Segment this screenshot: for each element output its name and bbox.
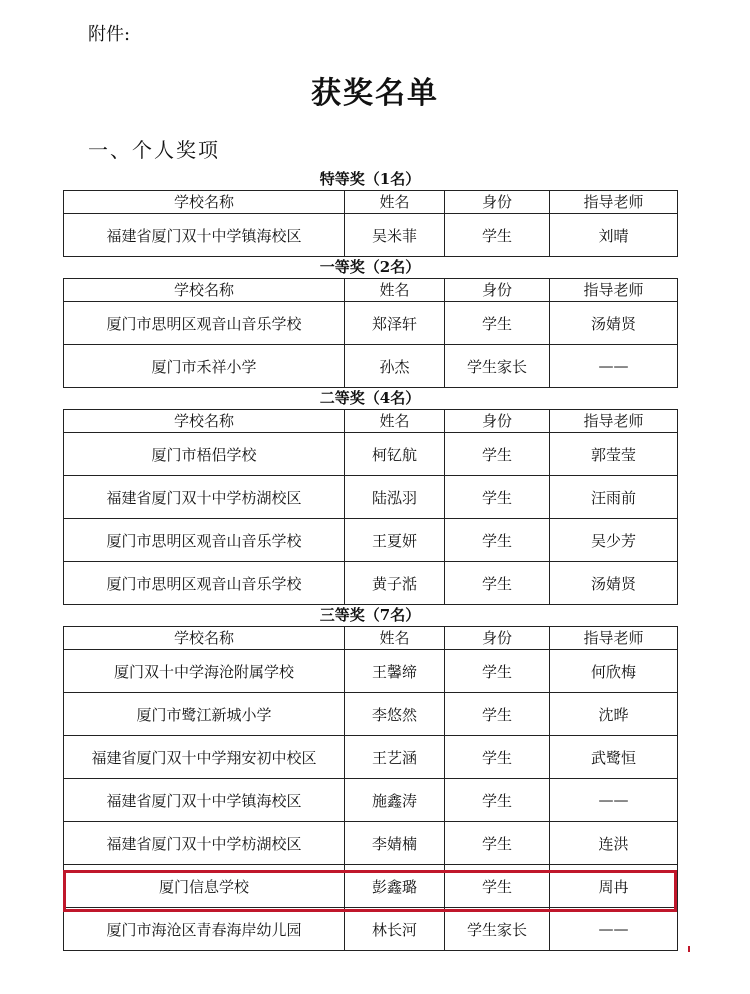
school-name-cell: 福建省厦门双十中学枋湖校区 [64,822,345,865]
school-name-cell: 厦门市鹭江新城小学 [64,693,345,736]
table-row [64,822,678,865]
column-header: 身份 [445,627,550,650]
corner-mark [688,946,690,952]
advisor-cell: —— [550,908,678,951]
identity-cell: 学生 [445,433,550,476]
table-row [64,779,678,822]
column-header: 学校名称 [64,191,345,214]
student-name-cell: 孙杰 [345,345,445,388]
student-name-cell: 郑泽轩 [345,302,445,345]
table-row [64,650,678,693]
school-name-cell: 厦门市思明区观音山音乐学校 [64,562,345,605]
identity-cell: 学生家长 [445,345,550,388]
student-name-cell: 陆泓羽 [345,476,445,519]
school-name-cell: 福建省厦门双十中学枋湖校区 [64,476,345,519]
student-name-cell: 王夏妍 [345,519,445,562]
student-name-cell: 黄子湉 [345,562,445,605]
school-name-cell: 厦门信息学校 [64,865,345,908]
advisor-cell: 何欣梅 [550,650,678,693]
table-row [64,865,678,908]
school-name-cell: 厦门市海沧区青春海岸幼儿园 [64,908,345,951]
award-table [63,278,678,388]
identity-cell: 学生 [445,736,550,779]
table-row [64,908,678,951]
student-name-cell: 吴米菲 [345,214,445,257]
identity-cell: 学生 [445,519,550,562]
advisor-cell: 武鹭恒 [550,736,678,779]
column-header: 学校名称 [64,627,345,650]
identity-cell: 学生 [445,650,550,693]
identity-cell: 学生 [445,693,550,736]
advisor-cell: 汤婧贤 [550,562,678,605]
identity-cell: 学生家长 [445,908,550,951]
page-title: 获奖名单 [311,76,439,111]
table-header-row [64,410,678,433]
identity-cell: 学生 [445,865,550,908]
school-name-cell: 厦门市思明区观音山音乐学校 [64,519,345,562]
column-header: 姓名 [345,279,445,302]
table-row [64,345,678,388]
student-name-cell: 施鑫涛 [345,779,445,822]
advisor-cell: —— [550,345,678,388]
award-caption: 特等奖（1名） [319,170,421,188]
advisor-cell: 汤婧贤 [550,302,678,345]
student-name-cell: 李悠然 [345,693,445,736]
table-row [64,302,678,345]
table-row [64,519,678,562]
award-caption: 二等奖（4名） [319,389,421,407]
advisor-cell: —— [550,779,678,822]
column-header: 姓名 [345,627,445,650]
advisor-cell: 吴少芳 [550,519,678,562]
identity-cell: 学生 [445,214,550,257]
advisor-cell: 郭莹莹 [550,433,678,476]
student-name-cell: 李婧楠 [345,822,445,865]
student-name-cell: 王馨缔 [345,650,445,693]
student-name-cell: 彭鑫璐 [345,865,445,908]
table-row [64,433,678,476]
column-header: 指导老师 [550,410,678,433]
advisor-cell: 刘晴 [550,214,678,257]
column-header: 指导老师 [550,279,678,302]
column-header: 身份 [445,279,550,302]
attachment-label: 附件: [88,24,131,45]
school-name-cell: 福建省厦门双十中学镇海校区 [64,214,345,257]
table-header-row [64,627,678,650]
column-header: 姓名 [345,191,445,214]
school-name-cell: 厦门双十中学海沧附属学校 [64,650,345,693]
column-header: 学校名称 [64,410,345,433]
table-row [64,214,678,257]
identity-cell: 学生 [445,779,550,822]
section-heading: 一、个人奖项 [88,138,220,162]
table-row [64,476,678,519]
column-header: 指导老师 [550,627,678,650]
table-header-row [64,191,678,214]
school-name-cell: 福建省厦门双十中学翔安初中校区 [64,736,345,779]
student-name-cell: 王艺涵 [345,736,445,779]
table-row [64,562,678,605]
school-name-cell: 厦门市思明区观音山音乐学校 [64,302,345,345]
identity-cell: 学生 [445,302,550,345]
advisor-cell: 连洪 [550,822,678,865]
award-table [63,190,678,257]
advisor-cell: 汪雨前 [550,476,678,519]
identity-cell: 学生 [445,562,550,605]
school-name-cell: 福建省厦门双十中学镇海校区 [64,779,345,822]
advisor-cell: 沈晔 [550,693,678,736]
award-table [63,409,678,605]
award-caption: 三等奖（7名） [319,606,421,624]
student-name-cell: 林长河 [345,908,445,951]
column-header: 姓名 [345,410,445,433]
table-header-row [64,279,678,302]
school-name-cell: 厦门市梧侣学校 [64,433,345,476]
column-header: 身份 [445,410,550,433]
award-tables [63,169,677,951]
column-header: 学校名称 [64,279,345,302]
school-name-cell: 厦门市禾祥小学 [64,345,345,388]
table-row [64,736,678,779]
column-header: 身份 [445,191,550,214]
column-header: 指导老师 [550,191,678,214]
student-name-cell: 柯钇航 [345,433,445,476]
identity-cell: 学生 [445,476,550,519]
award-caption: 一等奖（2名） [319,258,421,276]
advisor-cell: 周冉 [550,865,678,908]
identity-cell: 学生 [445,822,550,865]
award-table [63,626,678,951]
table-row [64,693,678,736]
